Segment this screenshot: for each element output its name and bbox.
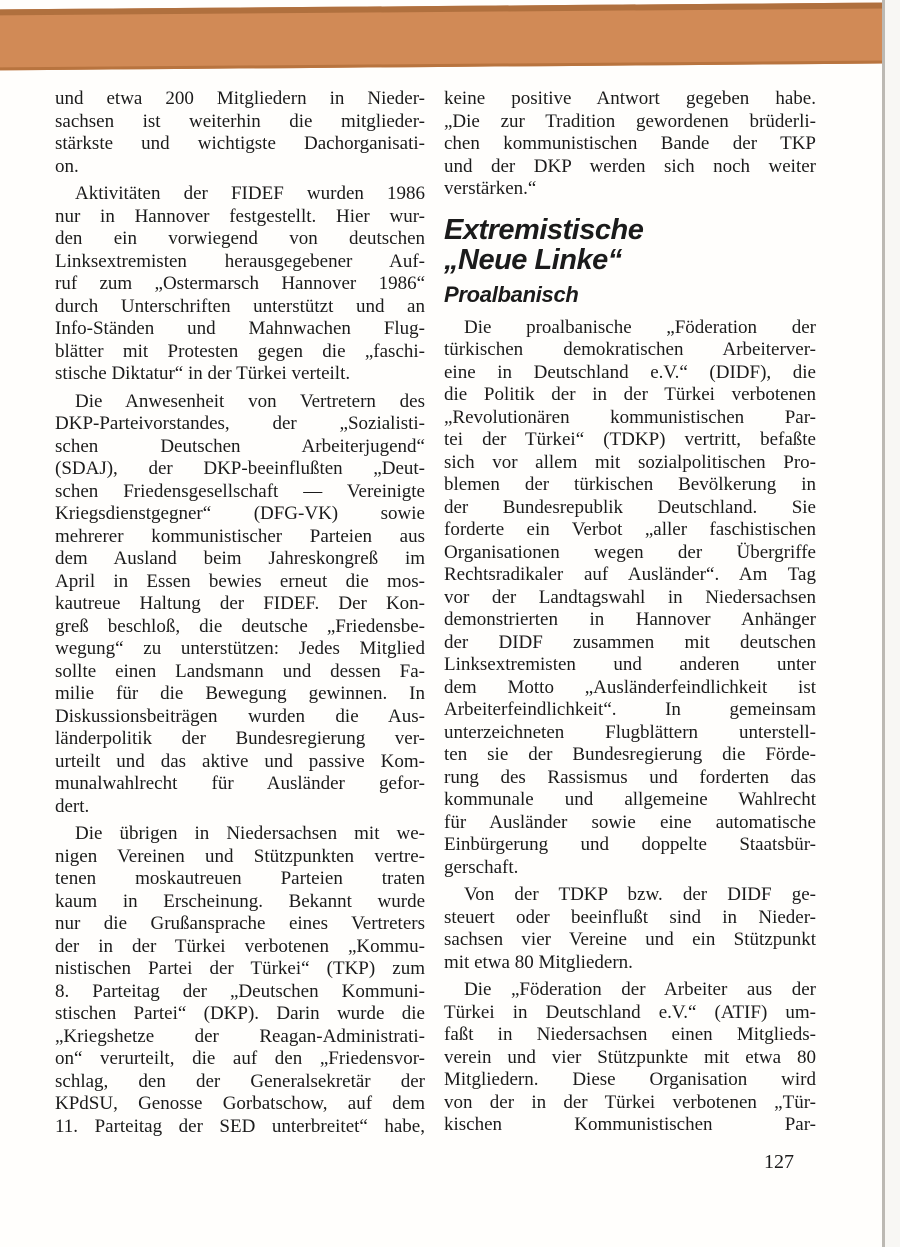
text-line: sich vor allem mit sozialpolitischen Pro- [444,451,816,473]
text-line: nigen Vereinen und Stützpunkten vertre- [55,845,425,867]
text-line: länderpolitik der Bundesregierung ver- [55,728,425,749]
text-line: Rechtsradikaler auf Ausländer“. Am Tag [444,564,816,585]
text-line: schlag, den der Generalsekretär der [55,1070,425,1092]
text-line: die Politik der in der Türkei verbotenen [444,384,816,405]
page-edge-margin [885,0,900,1247]
text-line: milie für die Bewegung gewinnen. In [55,683,425,704]
text-line: nur die Grußansprache eines Vertreters [55,913,425,934]
heading [444,215,816,275]
text-line: April in Essen bewies erneut die mos- [55,570,425,592]
text-line: 11. Parteitag der SED unterbreitet“ habe, [55,1115,425,1137]
text-line: rung des Rassismus und forderten das [444,766,816,788]
paragraph [55,183,425,386]
text-line: urteilt und das aktive und passive Kom- [55,750,425,772]
text-line: eine in Deutschland e.V.“ (DIDF), die [444,361,816,383]
text-line: und etwa 200 Mitgliedern in Nieder- [55,88,425,109]
text-line: (SDAJ), der DKP-beeinflußten „Deut- [55,458,425,479]
text-line: ruf zum „Ostermarsch Hannover 1986“ [55,273,425,294]
text-line: tenen moskautreuen Parteien traten [55,868,425,889]
text-line: Arbeiterfeindlichkeit“. In gemeinsam [444,699,816,720]
text-line: für Ausländer sowie eine automatische [444,811,816,833]
text-line: dem Ausland beim Jahreskongreß im [55,548,425,569]
text-line: der Bundesrepublik Deutschland. Sie [444,496,816,518]
text-line: forderte ein Verbot „aller faschistischen [444,519,816,540]
text-line: greß beschloß, die deutsche „Friedensbe- [55,615,425,637]
text-line: verein und vier Stützpunkte mit etwa 80 [444,1046,816,1068]
text-line: „Revolutionären kommunistischen Par- [444,406,816,428]
text-line: munalwahlrecht für Ausländer gefor- [55,773,425,794]
text-line: tei der Türkei“ (TDKP) vertritt, befaßte [444,429,816,450]
text-line: on“ verurteilt, die auf den „Friedensvor- [55,1048,425,1069]
text-line: Linksextremisten herausgegebener Auf- [55,250,425,272]
text-line: stische Diktatur“ in der Türkei verteilt. [55,363,351,384]
text-line: kaum in Erscheinung. Bekannt wurde [55,890,425,912]
text-line: kommunale und allgemeine Wahlrecht [444,789,816,810]
text-line: den ein vorwiegend von deutschen [55,228,425,249]
right-column [444,88,816,1142]
text-line: der in der Türkei verbotenen „Kommu- [55,935,425,957]
text-line: „Neue Linke“ [444,243,622,276]
text-line: DKP-Parteivorstandes, der „Sozialisti- [55,413,425,434]
paragraph [444,88,816,201]
text-line: on. [55,155,79,177]
text-line: nistischen Partei der Türkei“ (TKP) zum [55,958,425,979]
page-edge-line [882,0,885,1247]
text-line: Einbürgerung und doppelte Staatsbür- [444,834,816,855]
text-line: Die Anwesenheit von Vertretern des [75,390,425,412]
text-line: Organisationen wegen der Übergriffe [444,541,816,563]
text-line: vor der Landtagswahl in Niedersachsen [444,586,816,608]
text-line: stischen Partei“ (DKP). Darin wurde die [55,1003,425,1024]
text-line: Von der TDKP bzw. der DIDF ge- [464,884,816,905]
text-line: Die „Föderation der Arbeiter aus der [464,979,816,1000]
text-line: 8. Parteitag der „Deutschen Kommuni- [55,980,425,1002]
text-line: KPdSU, Genosse Gorbatschow, auf dem [55,1093,425,1114]
text-line: keine positive Antwort gegeben habe. [444,88,816,109]
text-line: gerschaft. [444,856,519,878]
text-line: schen Friedensgesellschaft — Vereinigte [55,480,425,502]
text-line: sachsen vier Vereine und ein Stützpunkt [444,929,816,950]
paragraph [55,88,425,178]
text-line: dem Motto „Ausländerfeindlichkeit ist [444,676,816,698]
text-line: schen Deutschen Arbeiterjugend“ [55,435,425,457]
text-line: „Kriegshetze der Reagan-Administrati- [55,1025,425,1047]
text-line: von der in der Türkei verbotenen „Tür- [444,1091,816,1113]
text-line: Diskussionsbeiträgen wurden die Aus- [55,705,425,727]
text-line: durch Unterschriften unterstützt und an [55,295,425,317]
text-line: Proalbanisch [444,281,579,307]
text-line: türkischen demokratischen Arbeiterver- [444,339,816,360]
text-line: Info-Ständen und Mahnwachen Flug- [55,318,425,339]
text-line: faßt in Niedersachsen einen Mitglieds- [444,1024,816,1045]
page-number: 127 [764,1151,794,1173]
text-line: Linksextremisten und anderen unter [444,654,816,675]
left-column [55,88,425,1143]
text-line: stärkste und wichtigste Dachorganisati- [55,133,425,154]
text-line: „Die zur Tradition gewordenen brüderli- [444,110,816,132]
text-line: unterzeichneten Flugblättern unterstell- [444,721,816,743]
paragraph [55,823,425,1138]
text-line: mit etwa 80 Mitgliedern. [444,951,633,973]
text-line: mehrerer kommunistischer Parteien aus [55,525,425,547]
text-line: Mitgliedern. Diese Organisation wird [444,1069,816,1090]
text-line: Die übrigen in Niedersachsen mit we- [75,823,425,844]
text-line: blemen der türkischen Bevölkerung in [444,474,816,495]
text-line: sachsen ist weiterhin die mitglieder- [55,110,425,132]
text-line: ten sie der Bundesregierung die Förde- [444,744,816,765]
paragraph [55,391,425,819]
text-line: kautreue Haltung der FIDEF. Der Kon- [55,593,425,614]
text-line: chen kommunistischen Bande der TKP [444,133,816,154]
text-line: verstärken.“ [444,178,537,199]
text-line: nur in Hannover festgestellt. Hier wur- [55,205,425,227]
text-line: wegung“ zu unterstützen: Jedes Mitglied [55,638,425,659]
text-line: der DIDF zusammen mit deutschen [444,631,816,653]
text-line: und der DKP werden sich noch weiter [444,155,816,177]
text-line: Türkei in Deutschland e.V.“ (ATIF) um- [444,1001,816,1023]
paragraph [444,317,816,880]
header-band [0,2,886,70]
text-line: dert. [55,795,90,817]
paragraph [444,884,816,974]
subheading [444,283,816,307]
text-line: kischen Kommunistischen Par- [444,1114,816,1135]
text-line: Kriegsdienstgegner“ (DFG-VK) sowie [55,503,425,524]
text-line: Extremistische [444,213,644,246]
text-line: sollte einen Landsmann und dessen Fa- [55,660,425,682]
text-line: blätter mit Protesten gegen die „faschi- [55,340,425,362]
text-line: Aktivitäten der FIDEF wurden 1986 [75,183,425,204]
text-line: Die proalbanische „Föderation der [464,316,816,338]
paragraph [444,979,816,1137]
text-line: demonstrierten in Hannover Anhänger [444,609,816,630]
text-line: steuert oder beeinflußt sind in Nieder- [444,906,816,928]
